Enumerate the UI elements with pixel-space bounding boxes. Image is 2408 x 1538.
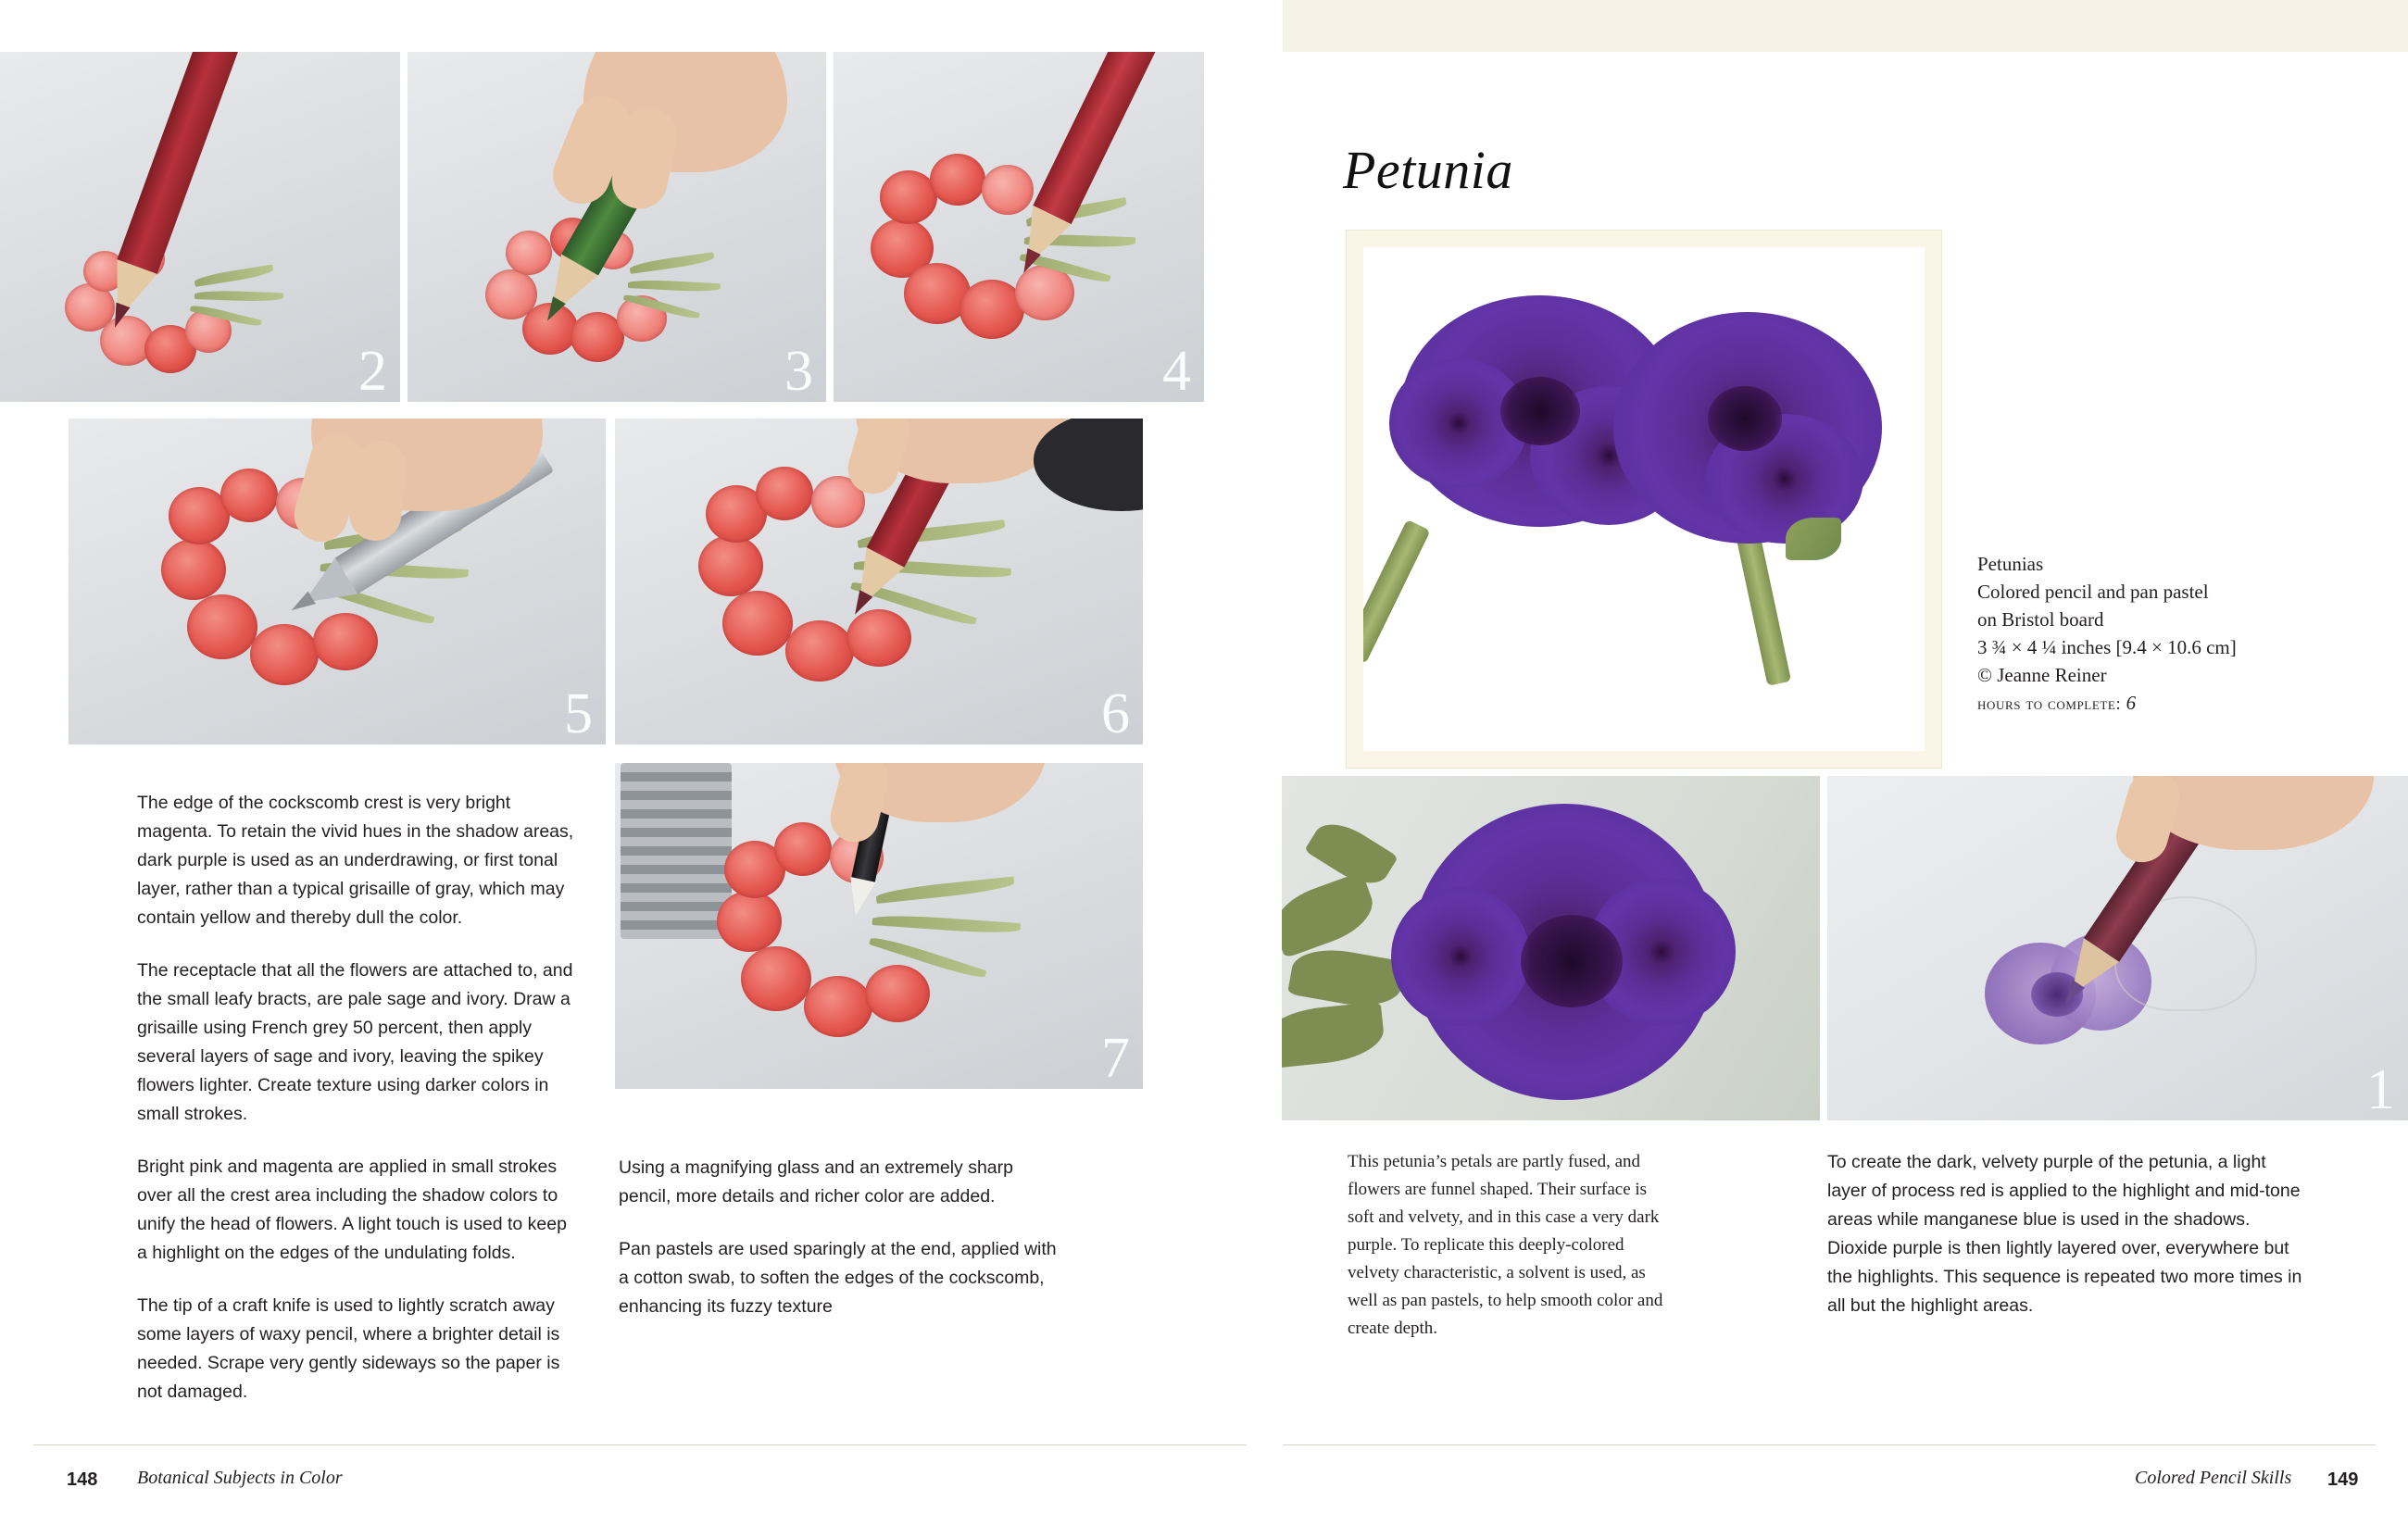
caption-line: Colored pencil and pan pastel	[1977, 581, 2209, 603]
step-number: 3	[784, 340, 813, 402]
step-number: 6	[1101, 682, 1130, 744]
caption-line: Petunias	[1977, 553, 2044, 575]
paragraph: This petunia’s petals are partly fused, and flowers are funnel shaped. Their surface is soft and velvety, and in this case a very dark purple. To replicate this deeply-colored velvety characteristic, a solvent is used, as well as pan pastels, to help smooth color and create depth.	[1348, 1152, 1663, 1338]
flower-bud	[1786, 518, 1841, 560]
paragraph: The tip of a craft knife is used to lightly scratch away some layers of waxy pencil, where a brighter detail is needed. Scrape very gently sideways so the paper is not damaged.	[137, 1295, 560, 1402]
paragraph: Pan pastels are used sparingly at the end, applied with a cotton swab, to soften the edges of the cockscomb, enhancing its fuzzy texture	[619, 1239, 1057, 1317]
running-head-right: Colored Pencil Skills	[2135, 1468, 2292, 1488]
paragraph: Bright pink and magenta are applied in small strokes over all the crest area including the shadow colors to unify the head of flowers. A light touch is used to keep a highlight on the edges of the undulating folds.	[137, 1157, 567, 1263]
caption-reference-photo	[1348, 1148, 1670, 1361]
paragraph: Using a magnifying glass and an extremely sharp pencil, more details and richer color are added.	[619, 1157, 1013, 1207]
step-number: 5	[564, 682, 593, 744]
caption-hours	[1977, 689, 2366, 719]
paragraph: To create the dark, velvety purple of the petunia, a light layer of process red is applied to the highlight and mid-tone areas while manganese blue is used in the shadows. Dioxide purple is then lightly layered over, everywhere but the highlights. This sequence is repeated two more times in all but the highlight areas.	[1827, 1152, 2302, 1316]
petunia-petal	[1391, 887, 1530, 1026]
caption-line: on Bristol board	[1977, 608, 2104, 631]
petunia-throat-right	[1708, 386, 1782, 451]
flower-stem	[1734, 522, 1791, 686]
top-decorative-band-right	[1283, 0, 2408, 52]
artwork-frame	[1346, 230, 1942, 769]
step-number: 4	[1162, 340, 1191, 402]
caption-line: © Jeanne Reiner	[1977, 664, 2107, 686]
step-photo-6	[615, 419, 1143, 744]
step-photo-1	[1827, 776, 2408, 1120]
caption-hours-label: hours to complete:	[1977, 694, 2122, 714]
step-number: 1	[2366, 1058, 2395, 1120]
step-number: 7	[1101, 1027, 1130, 1089]
step-photo-2	[0, 52, 400, 402]
caption-line: 3 ¾ × 4 ¼ inches [9.4 × 10.6 cm]	[1977, 636, 2237, 658]
footer-rule	[33, 1444, 1247, 1445]
page-number-right: 149	[2327, 1469, 2359, 1490]
step-photo-7	[615, 763, 1143, 1089]
footer-rule	[1283, 1444, 2376, 1445]
paragraph: The edge of the cockscomb crest is very bright magenta. To retain the vivid hues in the shadow areas, dark purple is used as an underdrawing, or first tonal layer, rather than a typical grisaille of gray, which may contain yellow and thereby dull the color.	[137, 793, 574, 928]
page-title: Petunia	[1343, 140, 1513, 200]
step-number: 2	[358, 340, 387, 402]
petunia-throat-photo	[1521, 915, 1623, 1007]
reference-photo-petunia	[1282, 776, 1820, 1120]
step-photo-4	[834, 52, 1204, 402]
page-number-left: 148	[67, 1469, 98, 1490]
cockscomb-drawing	[717, 830, 1050, 1061]
left-text-column-one	[137, 789, 582, 1431]
left-text-column-two	[619, 1154, 1063, 1345]
artwork-caption	[1977, 550, 2366, 719]
petunia-throat-left	[1500, 377, 1580, 445]
step-photo-5	[69, 419, 606, 744]
caption-step-one	[1827, 1148, 2309, 1339]
flower-stem	[1363, 519, 1431, 664]
pan-pastel-stack	[621, 763, 732, 939]
right-page	[1283, 0, 2408, 1538]
paragraph: The receptacle that all the flowers are attached to, and the small leafy bracts, are pale sage and ivory. Draw a grisaille using French grey 50 percent, then apply several layers of sage and ivory, leaving the spikey flowers lighter. Create texture using darker colors in small strokes.	[137, 960, 573, 1124]
artwork-image	[1363, 247, 1925, 751]
caption-hours-value: 6	[2126, 692, 2137, 714]
running-head-left: Botanical Subjects in Color	[137, 1468, 343, 1488]
step-photo-3	[408, 52, 826, 402]
